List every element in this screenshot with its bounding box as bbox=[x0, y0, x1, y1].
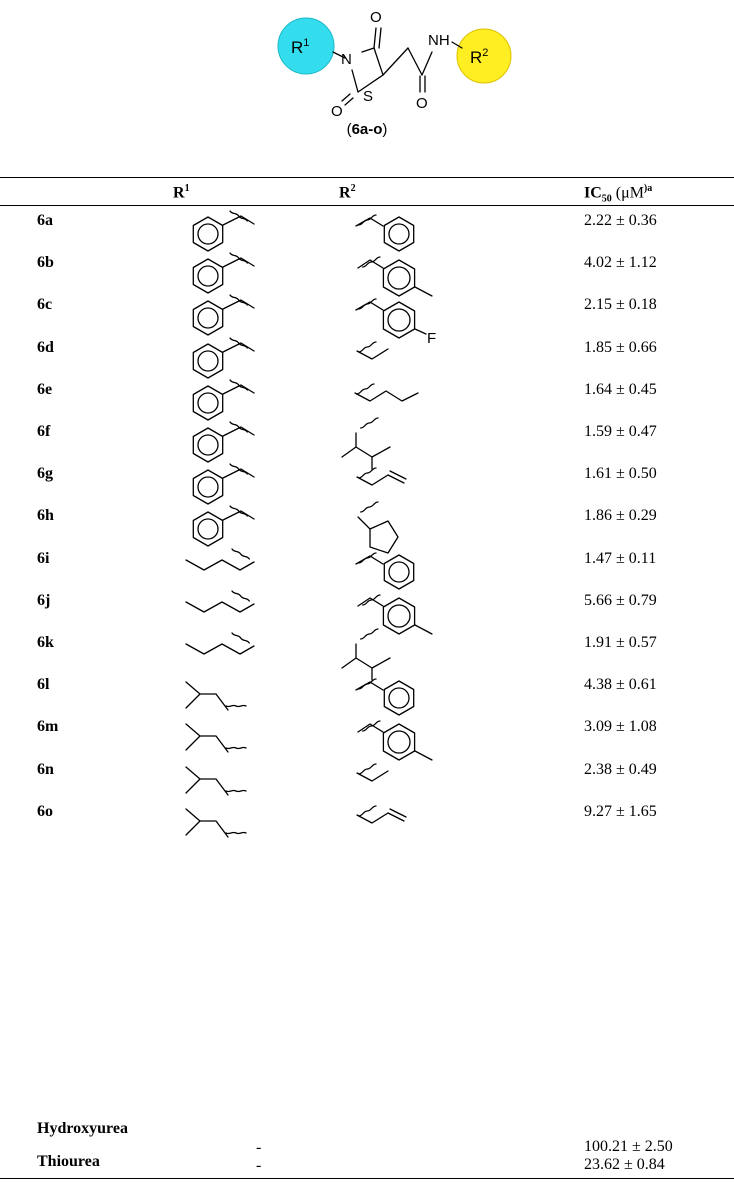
scaffold-caption: (6a-o) bbox=[346, 121, 388, 138]
header-ic50: $IC_{50}$ ($\mu M^{)a}$ bbox=[584, 183, 653, 205]
ic50-value: 5.66 ± 0.79 bbox=[584, 592, 657, 609]
ic50-value: 2.38 ± 0.49 bbox=[584, 761, 657, 778]
control-row bbox=[0, 1153, 734, 1177]
ic50-value: 1.64 ± 0.45 bbox=[584, 381, 657, 398]
compound-id: 6g bbox=[37, 465, 53, 482]
control-name: Thiourea bbox=[37, 1153, 100, 1170]
ic50-value: 3.09 ± 1.08 bbox=[584, 718, 657, 735]
atom-o1: O bbox=[370, 9, 382, 26]
compound-id: 6b bbox=[37, 254, 54, 271]
ic50-value: 9.27 ± 1.65 bbox=[584, 803, 657, 820]
atom-o3: O bbox=[416, 95, 428, 112]
control-name: Hydroxyurea bbox=[37, 1120, 128, 1137]
table-row bbox=[0, 761, 734, 803]
table-row bbox=[0, 803, 734, 845]
compound-id: 6c bbox=[37, 296, 53, 313]
compound-id: 6n bbox=[37, 761, 54, 778]
compound-id: 6e bbox=[37, 381, 53, 398]
table-row bbox=[0, 676, 734, 718]
table-row bbox=[0, 339, 734, 381]
table-row bbox=[0, 254, 734, 296]
header-r2: $R^2$ bbox=[339, 183, 356, 202]
r-group-dash: - bbox=[256, 1157, 262, 1174]
table-row bbox=[0, 634, 734, 676]
table-row bbox=[0, 550, 734, 592]
compound-id: 6o bbox=[37, 803, 53, 820]
ic50-value: 1.91 ± 0.57 bbox=[584, 634, 657, 651]
header-rule bbox=[0, 205, 734, 206]
compound-id: 6i bbox=[37, 550, 50, 567]
ic50-value: 4.38 ± 0.61 bbox=[584, 676, 657, 693]
ic50-value: 1.85 ± 0.66 bbox=[584, 339, 657, 356]
table-row bbox=[0, 423, 734, 465]
compound-id: 6h bbox=[37, 507, 54, 524]
table-row bbox=[0, 592, 734, 634]
r-group-dash: - bbox=[256, 1139, 262, 1156]
compound-id: 6j bbox=[37, 592, 51, 609]
table-row bbox=[0, 718, 734, 760]
table-bottom-rule bbox=[0, 1178, 734, 1179]
compound-id: 6f bbox=[37, 423, 51, 440]
ic50-value: 1.61 ± 0.50 bbox=[584, 465, 657, 482]
ic50-value: 1.47 ± 0.11 bbox=[584, 550, 657, 567]
table-row bbox=[0, 381, 734, 423]
control-row bbox=[0, 1120, 734, 1156]
compound-id: 6d bbox=[37, 339, 54, 356]
atom-o2: O bbox=[331, 103, 343, 120]
table-row bbox=[0, 465, 734, 507]
compound-id: 6a bbox=[37, 212, 53, 229]
atom-nh: NH bbox=[428, 32, 450, 49]
ic50-value: 2.22 ± 0.36 bbox=[584, 212, 657, 229]
ic50-value: 1.86 ± 0.29 bbox=[584, 507, 657, 524]
table-row bbox=[0, 507, 734, 549]
compound-id: 6m bbox=[37, 718, 59, 735]
ic50-value: 4.02 ± 1.12 bbox=[584, 254, 657, 271]
table-row bbox=[0, 296, 734, 347]
atom-n: N bbox=[341, 51, 352, 68]
r1-label: $R^1$ bbox=[291, 37, 310, 57]
r2-label: $R^2$ bbox=[470, 47, 489, 67]
ic50-value: 100.21 ± 2.50 bbox=[584, 1138, 673, 1155]
compound-id: 6l bbox=[37, 676, 50, 693]
header-r1: $R^1$ bbox=[173, 183, 190, 202]
atom-s: S bbox=[363, 88, 374, 105]
compound-id: 6k bbox=[37, 634, 54, 651]
ic50-value: 1.59 ± 0.47 bbox=[584, 423, 657, 440]
ic50-value: 2.15 ± 0.18 bbox=[584, 296, 657, 313]
ic50-value: 23.62 ± 0.84 bbox=[584, 1156, 665, 1173]
table-top-rule bbox=[0, 177, 734, 178]
fluorine-label: F bbox=[427, 330, 437, 347]
table-row bbox=[0, 212, 734, 254]
